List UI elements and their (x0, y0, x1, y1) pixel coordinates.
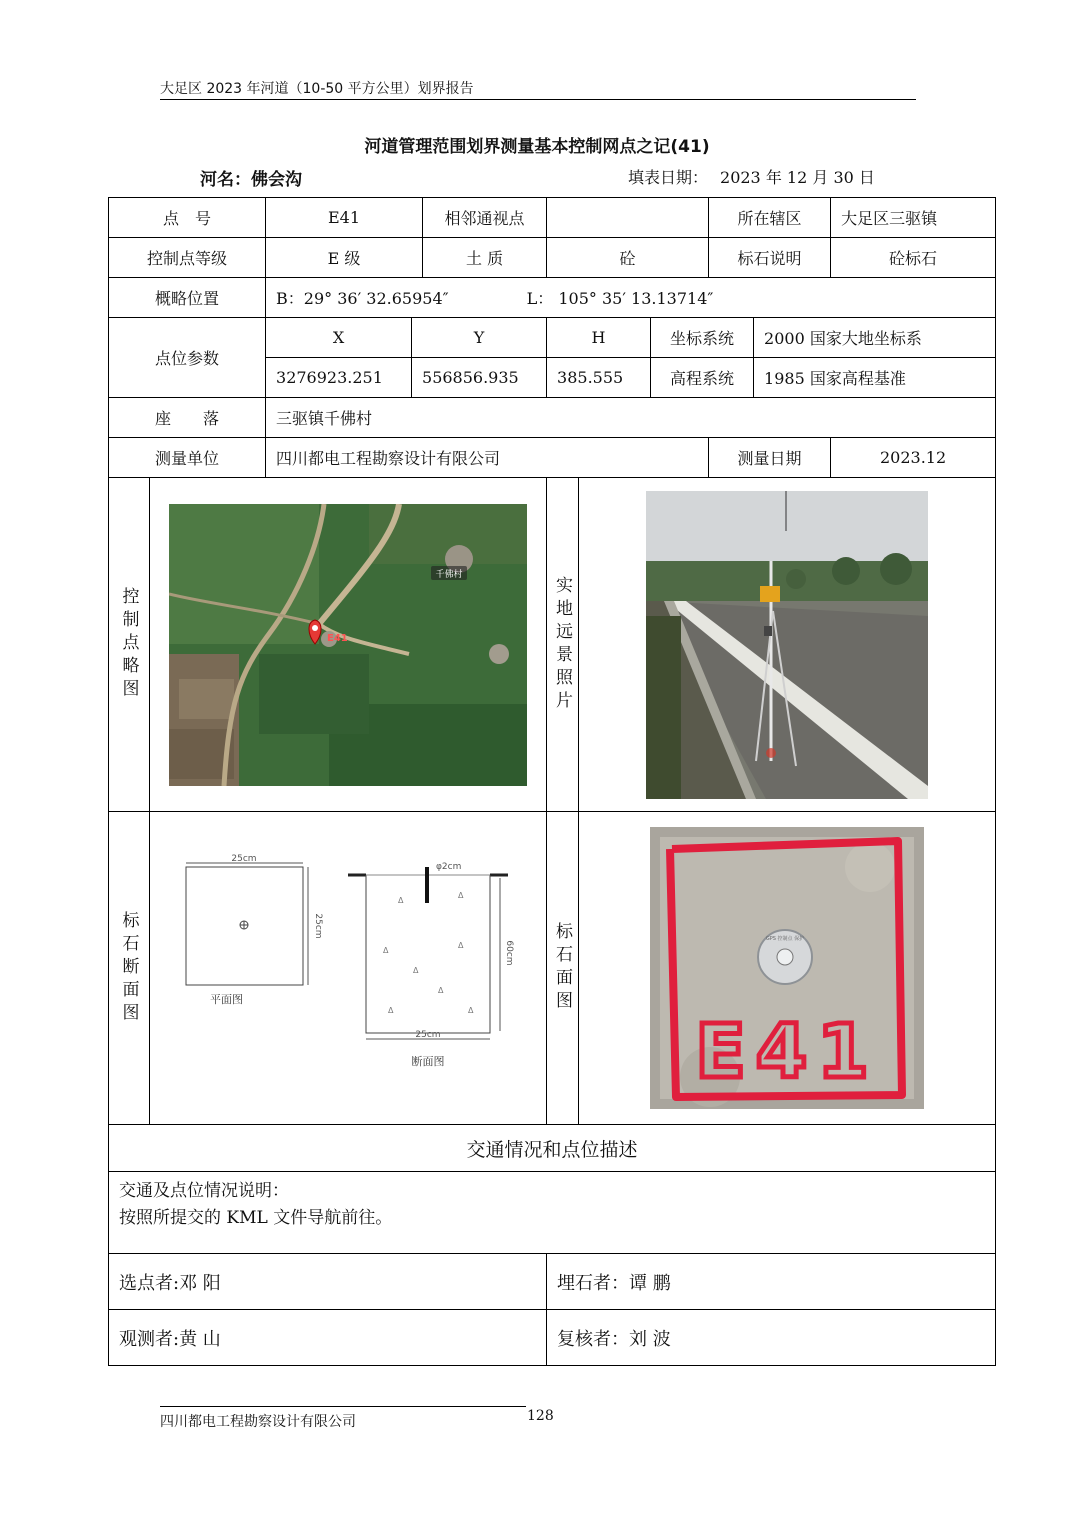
face-cell (579, 812, 996, 1125)
section-label-cell (109, 812, 150, 1125)
disc-text: GPS 控制点 保护 (765, 936, 805, 942)
plan-dim-top: 25cm (231, 854, 257, 864)
plan-dim-side: 25cm (313, 913, 324, 939)
center-rod (425, 867, 429, 903)
reviewer: 复核者：刘 波 (547, 1310, 996, 1366)
burier: 埋石者：谭 鹏 (547, 1254, 996, 1310)
point-no: E41 (266, 198, 423, 238)
soil-label: 土 质 (423, 238, 547, 278)
svg-text:Δ: Δ (468, 1006, 474, 1015)
selector: 选点者:邓 阳 (109, 1254, 547, 1310)
svg-text:Δ: Δ (458, 941, 464, 950)
footer-divider (160, 1406, 526, 1407)
village-label: 千佛村 (435, 569, 463, 580)
h-value: 385.555 (547, 358, 651, 398)
photo-cell (579, 478, 996, 812)
face-label-cell (547, 812, 579, 1125)
fill-date-value: 2023 年 12 月 30 日 (720, 168, 875, 187)
gnss-receiver-icon (760, 586, 780, 602)
x-value: 3276923.251 (266, 358, 412, 398)
coord-system-value: 2000 国家大地坐标系 (754, 318, 996, 358)
satellite-map (169, 504, 527, 786)
traffic-line-1: 交通及点位情况说明： (119, 1181, 289, 1201)
district-value: 大足区三驱镇 (831, 198, 996, 238)
stone-section-drawing (168, 853, 528, 1083)
unit-value: 四川都电工程勘察设计有限公司 (266, 438, 709, 478)
plan-caption: 平面图 (210, 993, 244, 1006)
point-no-label: 点 号 (109, 198, 266, 238)
section-cell (150, 812, 547, 1125)
photo-label-cell (547, 478, 579, 812)
grade-label: 控制点等级 (109, 238, 266, 278)
page-number: 128 (527, 1408, 554, 1424)
traffic-line-2: 按照所提交的 KML 文件导航前往。 (119, 1208, 393, 1228)
svg-text:Δ: Δ (383, 946, 389, 955)
face-label: 标石面图 (552, 922, 573, 1014)
site-photo (646, 491, 928, 799)
page-title: 河道管理范围划界测量基本控制网点之记(41) (364, 137, 710, 157)
grade-value: E 级 (266, 238, 423, 278)
depth-dim: 60cm (504, 940, 515, 966)
painted-point-id: E41 (695, 1009, 879, 1095)
survey-date-value: 2023.12 (831, 438, 996, 478)
svg-text:Δ: Δ (398, 896, 404, 905)
soil-value: 砼 (547, 238, 709, 278)
seat-label: 座 落 (109, 398, 266, 438)
fill-date (628, 165, 875, 188)
height-system-value: 1985 国家高程基准 (754, 358, 996, 398)
latitude: B：29° 36′ 32.65954″ (276, 289, 449, 308)
location-value (266, 278, 996, 318)
sketch-cell (150, 478, 547, 812)
svg-text:Δ: Δ (458, 891, 464, 900)
sketch-label-cell (109, 478, 150, 812)
header-divider (160, 99, 916, 100)
footer-company: 四川都电工程勘察设计有限公司 (160, 1414, 356, 1430)
longitude: L： 105° 35′ 13.13714″ (526, 289, 714, 308)
control-point-table (108, 197, 996, 1366)
section-caption: 断面图 (411, 1055, 445, 1068)
location-label: 概略位置 (109, 278, 266, 318)
section-dim-bottom: 25cm (415, 1030, 441, 1040)
observer: 观测者:黄 山 (109, 1310, 547, 1366)
district-label: 所在辖区 (709, 198, 831, 238)
photo-label: 实地远景照片 (552, 575, 573, 714)
unit-label: 测量单位 (109, 438, 266, 478)
section-label: 标石断面图 (118, 910, 139, 1026)
fill-date-label: 填表日期： (628, 168, 709, 187)
map-pin-dot (312, 625, 318, 631)
params-label: 点位参数 (109, 318, 266, 398)
traffic-heading: 交通情况和点位描述 (109, 1125, 996, 1172)
svg-text:Δ: Δ (388, 1006, 394, 1015)
stone-label: 标石说明 (709, 238, 831, 278)
survey-date-label: 测量日期 (709, 438, 831, 478)
controller-icon (764, 626, 772, 636)
svg-text:Δ: Δ (438, 986, 444, 995)
stone-face-photo (650, 827, 924, 1109)
coord-system-label: 坐标系统 (651, 318, 754, 358)
x-header: X (266, 318, 412, 358)
adjacent-label: 相邻通视点 (423, 198, 547, 238)
sketch-label: 控制点略图 (118, 587, 139, 702)
adjacent-value (547, 198, 709, 238)
h-header: H (547, 318, 651, 358)
y-value: 556856.935 (412, 358, 547, 398)
report-header: 大足区 2023 年河道（10-50 平方公里）划界报告 (160, 81, 474, 97)
map-marker-label: E41 (327, 632, 348, 644)
rod-diameter: φ2cm (436, 862, 462, 872)
svg-text:Δ: Δ (413, 966, 419, 975)
height-system-label: 高程系统 (651, 358, 754, 398)
y-header: Y (412, 318, 547, 358)
stone-value: 砼标石 (831, 238, 996, 278)
seat-value: 三驱镇千佛村 (266, 398, 996, 438)
river-name: 河名：佛会沟 (200, 170, 302, 190)
traffic-description (109, 1172, 996, 1254)
